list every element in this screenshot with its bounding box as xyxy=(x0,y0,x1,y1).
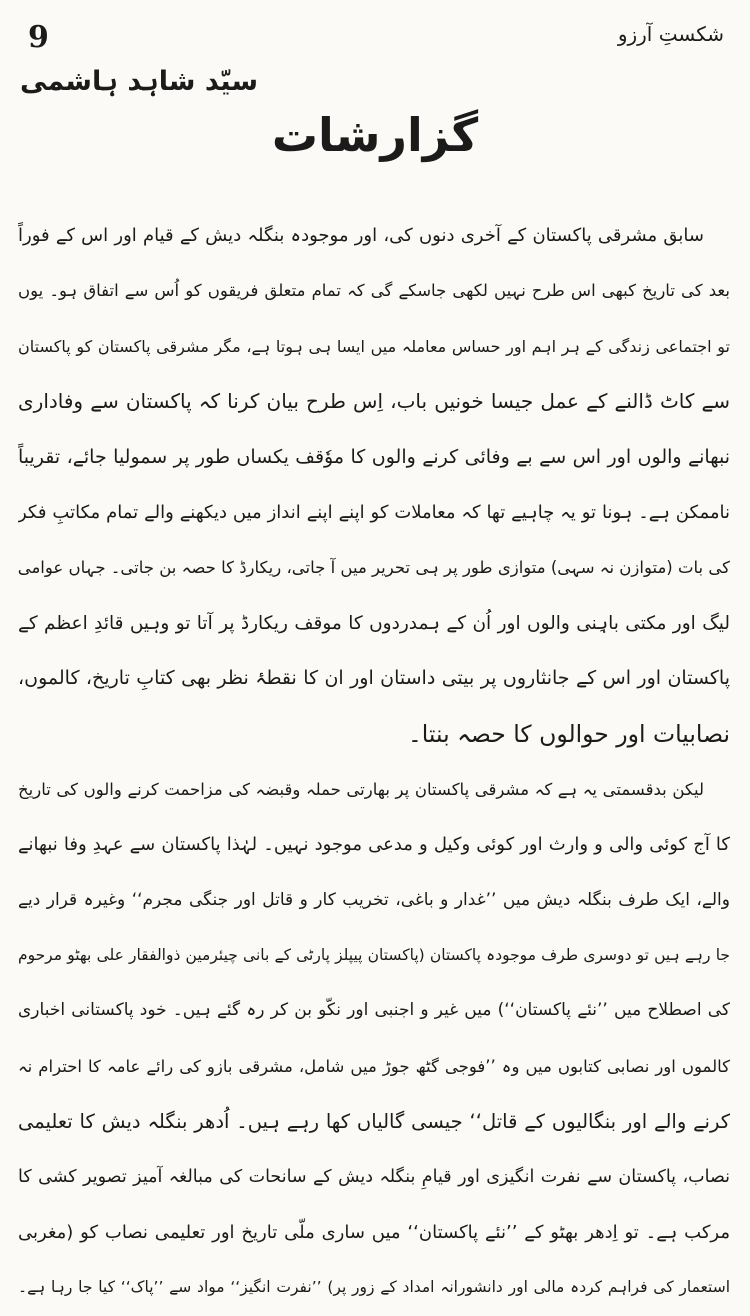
text-line: کا آج کوئی والی و وارث اور کوئی وکیل و مدعی موجود نہیں۔ لہٰذا پاکستان سے عہدِ وفا نبھانے xyxy=(18,834,730,856)
text-line: مرکب ہے۔ تو اِدھر بھٹو کے ’’نئے پاکستان‘‘ میں ساری ملّی تاریخ اور تعلیمی نصاب کو (مغربی xyxy=(18,1222,730,1244)
text-line: نبھانے والوں اور اس سے بے وفائی کرنے والوں کا موٗقف یکساں طور پر سمولیا جائے، تقریباً xyxy=(18,445,730,468)
page-number: 9 xyxy=(28,20,49,55)
text-line: کی اصطلاح میں ’’نئے پاکستان‘‘) میں غیر و اجنبی اور نکّو بن کر رہ گئے ہیں۔ خود پاکستانی اخباری xyxy=(18,1000,730,1021)
text-line: پاکستان اور اس کے جانثاروں پر بیتی داستان اور ان کا نقطۂ نظر بھی کتابِ تاریخ، کالموں، xyxy=(18,667,730,690)
page-title: گزارشات xyxy=(271,108,479,162)
paragraph-1 xyxy=(18,208,730,762)
body-text xyxy=(18,208,730,1316)
text-line: سابق مشرقی پاکستان کے آخری دنوں کی، اور موجودہ بنگلہ دیش کے قیام اور اس کے فوراً xyxy=(18,225,704,246)
text-line: تو اجتماعی زندگی کے ہر اہم اور حساس معاملہ میں ایسا ہی ہوتا ہے، مگر مشرقی پاکستان کو پاکستان xyxy=(18,336,730,356)
text-line: جا رہے ہیں تو دوسری طرف موجودہ پاکستان (پاکستان پیپلز پارٹی کے بانی چیئرمین ذوالفقار علی بھٹو مرحوم xyxy=(18,946,730,965)
author-name: سیّد شاہد ہاشمی xyxy=(20,66,259,97)
text-line: کرنے والے اور بنگالیوں کے قاتل‘‘ جیسی گالیاں کھا رہے ہیں۔ اُدھر بنگلہ دیش کا تعلیمی xyxy=(18,1110,730,1134)
text-line: ناممکن ہے۔ ہونا تو یہ چاہیے تھا کہ معاملات کو اپنے اپنے انداز میں دیکھنے والے تمام مکاتبِ فکر xyxy=(18,501,730,523)
text-line: سے کاٹ ڈالنے کے عمل جیسا خونیں باب، اِس طرح بیان کرنا کہ پاکستان سے وفاداری xyxy=(18,389,730,414)
running-head-book-title: شکستِ آرزو xyxy=(617,22,724,46)
text-line: بعد کی تاریخ کبھی اس طرح نہیں لکھی جاسکے گی کہ تمام متعلق فریقوں کو اُس سے اتفاق ہو۔ یوں xyxy=(18,281,730,301)
text-line: استعمار کی فراہم کردہ مالی اور دانشورانہ امداد کے زور پر) ’’نفرت انگیز‘‘ مواد سے ’’پاک‘‘ کیا جا رہا ہے۔ xyxy=(18,1278,730,1297)
text-line: لیکن بدقسمتی یہ ہے کہ مشرقی پاکستان پر بھارتی حملہ وقبضہ کی مزاحمت کرنے والوں کی تاریخ xyxy=(18,779,704,799)
text-line: والے، ایک طرف بنگلہ دیش میں ’’غدار و باغی، تخریب کار و قاتل اور جنگی مجرم‘‘ وغیرہ قرار دیے xyxy=(18,889,730,910)
paragraph-2 xyxy=(18,762,730,1316)
text-line: لیگ اور مکتی باہِنی والوں اور اُن کے ہمدردوں کا موقف ریکارڈ پر آتا تو وہیں قائدِ اعظم کے xyxy=(18,612,730,634)
text-line: نصاب، پاکستان سے نفرت انگیزی اور قیامِ بنگلہ دیش کے سانحات کی مبالغہ آمیز تصویر کشی کا xyxy=(18,1166,730,1187)
text-line: کی بات (متوازن نہ سہی) متوازی طور پر ہی تحریر میں آ جاتی، ریکارڈ کا حصہ بن جاتی۔ جہاں عوامی xyxy=(18,558,730,578)
text-line: نصابیات اور حوالوں کا حصہ بنتا۔ xyxy=(407,719,730,748)
text-line: کالموں اور نصابی کتابوں میں وہ ’’فوجی گٹھ جوڑ میں شامل، مشرقی بازو کی رائے عامہ کا احترام نہ xyxy=(18,1056,730,1076)
